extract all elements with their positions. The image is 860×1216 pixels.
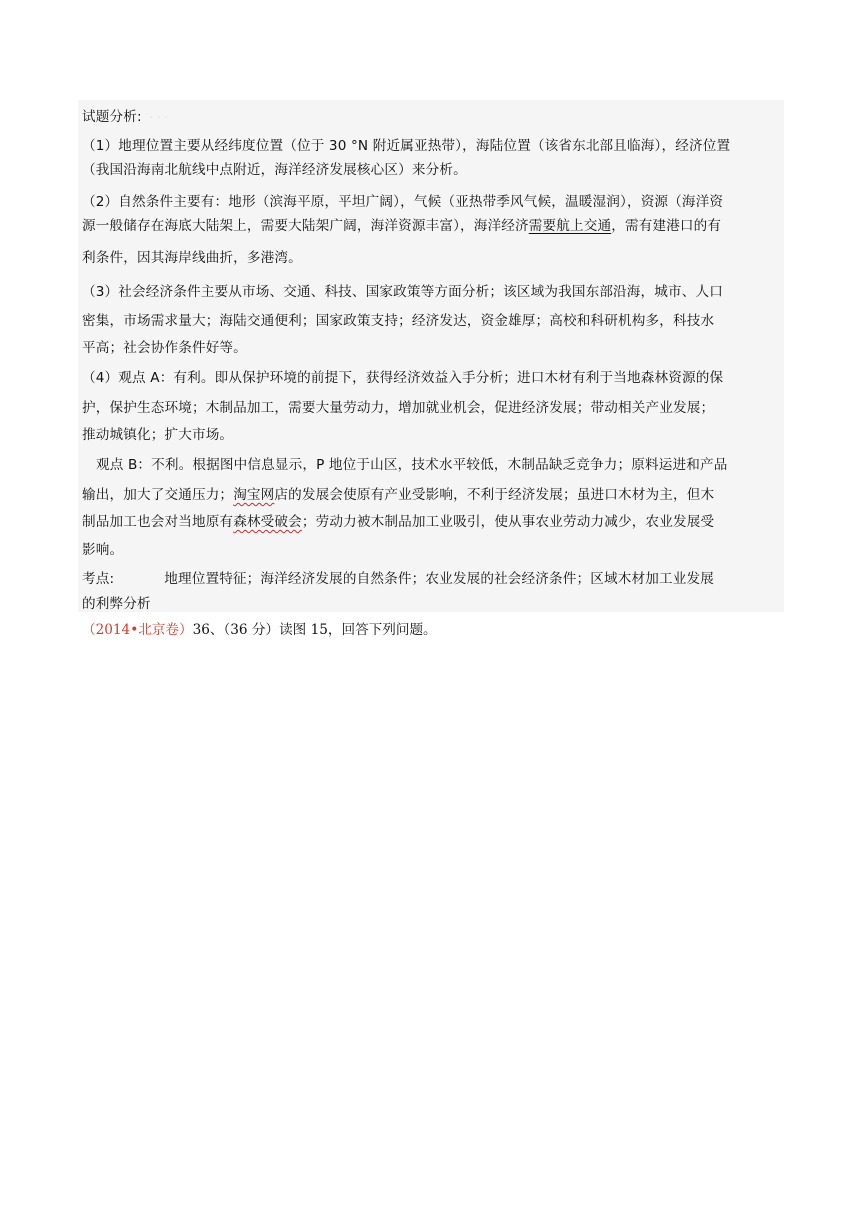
analysis-p3-line2: 密集，市场需求量大；海陆交通便利；国家政策支持；经济发达，资金雄厚；高校和科研机构多，科技水 [82,313,715,329]
wavy-underlined-word: 淘宝网 [233,487,275,503]
wavy-underlined-phrase: 森林受破会 [233,514,302,530]
analysis-p3-line1: （3）社会经济条件主要从市场、交通、科技、国家政策等方面分析；该区域为我国东部沿海，城市、人口 [82,284,724,300]
analysis-p4-line2: 护，保护生态环境；木制品加工，需要大量劳动力，增加就业机会，促进经济发展；带动相关产业发展； [82,400,715,416]
analysis-p3-line3: 平高；社会协作条件好等。 [82,340,247,356]
analysis-p5-line4: 影响。 [82,542,124,558]
analysis-p1-line1: （1）地理位置主要从经纬度位置（位于 30 °N 附近属亚热带），海陆位置（该省东北部且临海），经济位置 [82,138,731,154]
analysis-p5-line3: 制品加工也会对当地原有森林受破会；劳动力被木制品加工业吸引，使从事农业劳动力减少，农业发展受 [82,514,715,530]
analysis-p4-line3: 推动城镇化；扩大市场。 [82,427,234,443]
kaodian-line2: 的利弊分析 [82,596,151,612]
analysis-p4-line1: （4）观点 A：有利。即从保护环境的前提下，获得经济效益入手分析；进口木材有利于当地森林资源的保 [82,370,724,386]
analysis-p2-line2: 源一般储存在海底大陆架上，需要大陆架广阔，海洋资源丰富），海洋经济需要航上交通，需有建港口的有 [82,218,722,234]
question-source: （2014•北京卷） [82,622,193,638]
underlined-phrase: 需要航上交通 [528,218,612,234]
analysis-p2-line1: （2）自然条件主要有：地形（滨海平原，平坦广阔），气候（亚热带季风气候，温暖湿润），资源（海洋资 [82,194,724,210]
analysis-p5-line2: 输出，加大了交通压力；淘宝网店的发展会使原有产业受影响，不利于经济发展；虽进口木材为主，但木 [82,487,715,503]
faint-mark: · · · [149,111,168,124]
analysis-p1-line2: （我国沿海南北航线中点附近，海洋经济发展核心区）来分析。 [82,162,467,178]
analysis-p5-line1: 观点 B：不利。根据图中信息显示，P 地位于山区，技术水平较低，木制品缺乏竞争力；原料运进和产品 [96,457,728,473]
kaodian-line1: 考点: 地理位置特征；海洋经济发展的自然条件；农业发展的社会经济条件；区域木材加工业发展 [82,571,714,587]
kaodian-label: 考点: [82,571,115,587]
analysis-title: 试题分析: · · · [82,109,168,125]
question-heading [82,620,437,640]
analysis-p2-line3: 利条件，因其海岸线曲折，多港湾。 [82,250,302,266]
question-text: 36、（36 分）读图 15，回答下列问题。 [192,622,437,638]
